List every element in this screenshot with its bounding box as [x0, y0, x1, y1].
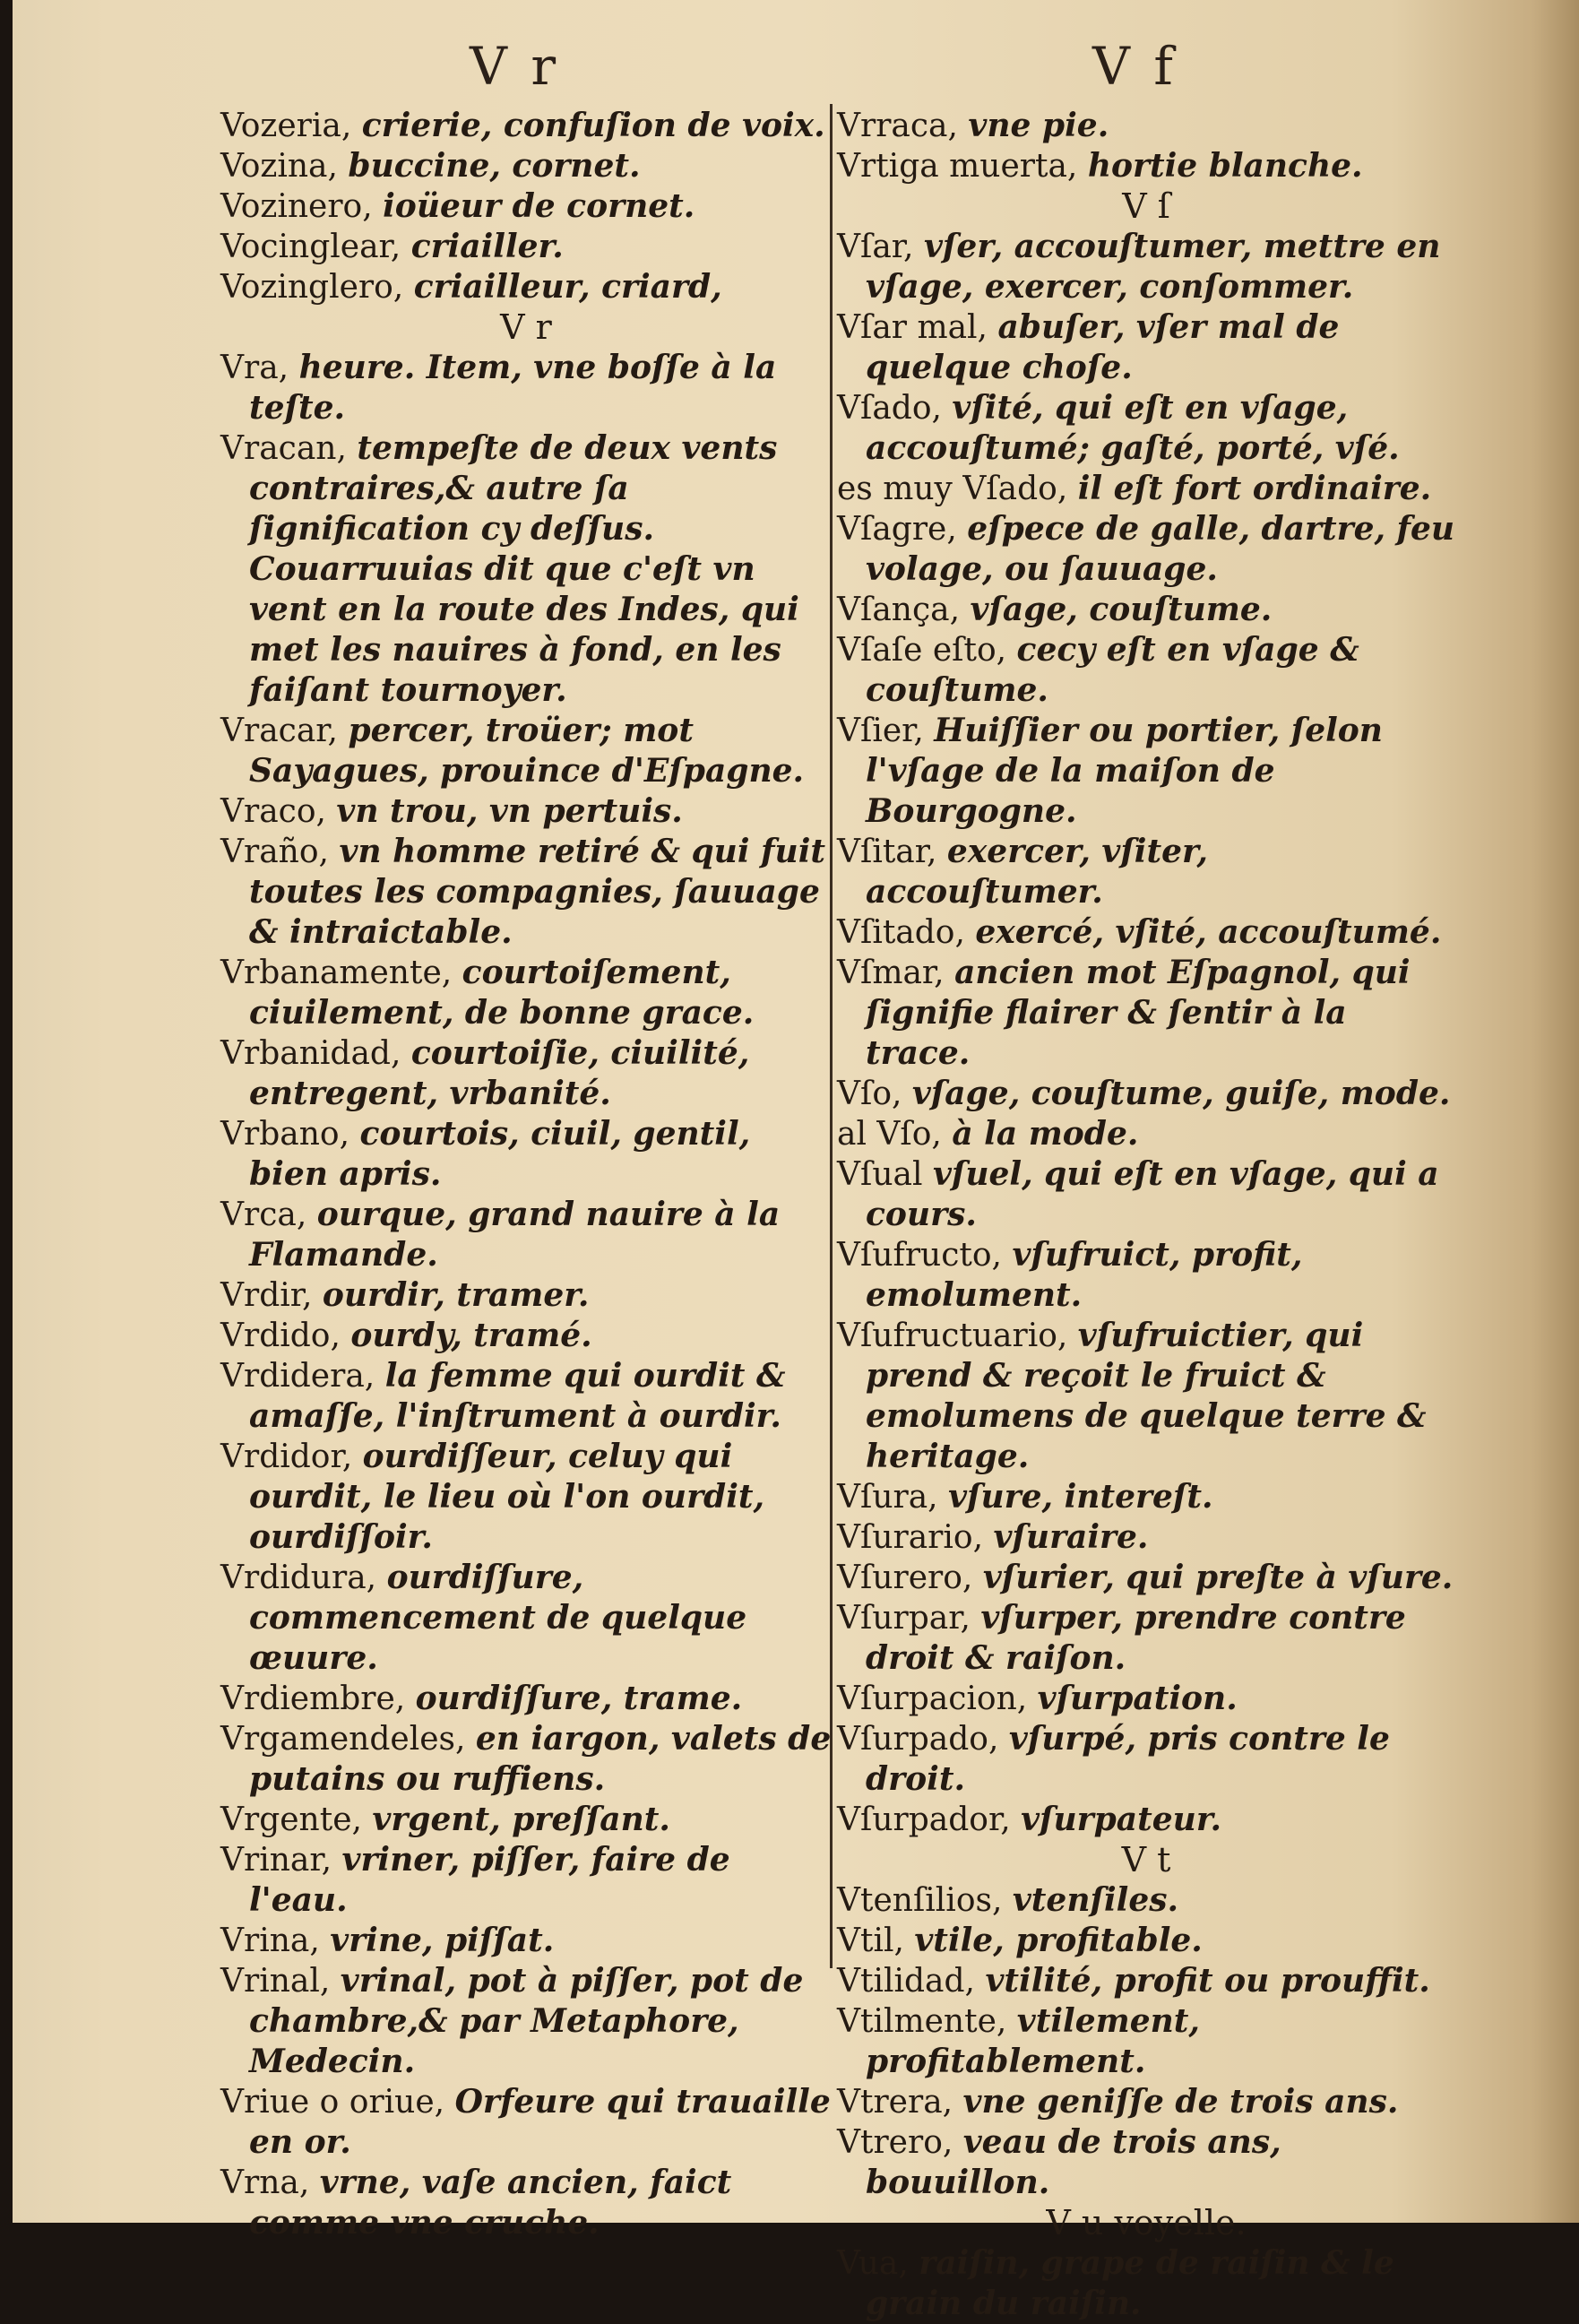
entry-definition: vſuel, qui eſt en vſage, qui a cours. [866, 1155, 1439, 1233]
entry-definition: vſer, accouſtumer, mettre en vſage, exercer, conſommer. [866, 228, 1441, 306]
entry-headword: Vocinglear, [220, 229, 401, 265]
entry-definition: ourdir, tramer. [322, 1276, 590, 1314]
entry-headword: Vſado, [837, 390, 942, 427]
entry-definition: il eſt fort ordinaire. [1077, 470, 1432, 507]
dictionary-entry [220, 1437, 832, 1558]
entry-definition: criailleur, criard, [413, 268, 722, 306]
dictionary-entry [837, 1154, 1455, 1235]
entry-headword: Vſo, [837, 1076, 902, 1112]
dictionary-entry [837, 711, 1455, 832]
entry-headword: Vrina, [220, 1922, 320, 1959]
dictionary-entry [220, 1114, 832, 1195]
entry-definition: ancien mot Eſpagnol, qui ſignifie flairer & ſentir à la trace. [866, 954, 1411, 1072]
dictionary-entry [837, 469, 1455, 509]
dictionary-entry [220, 1558, 832, 1679]
dictionary-entry [837, 106, 1455, 146]
entry-headword: al Vſo, [837, 1116, 942, 1153]
dictionary-entry [837, 953, 1455, 1074]
entry-definition: vrinal, pot à piſſer, pot de chambre,& par Metaphore, Medecin. [249, 1962, 804, 2080]
entry-definition: vriner, piſſer, faire de l'eau. [249, 1841, 730, 1919]
entry-headword: Vrdidura, [220, 1559, 377, 1596]
dictionary-entry [220, 428, 832, 711]
entry-definition: vſité, qui eſt en vſage, accouſtumé; gaſté, porté, vſé. [866, 389, 1400, 467]
entry-headword: Vſufructuario, [837, 1318, 1068, 1354]
entry-headword: Vſitar, [837, 834, 937, 870]
entry-definition: crierie, confuſion de voix. [361, 107, 825, 144]
dictionary-entry [837, 307, 1455, 388]
dictionary-entry [837, 2122, 1455, 2203]
entry-headword: Vozina, [220, 148, 338, 185]
entry-headword: Vrbanidad, [220, 1035, 401, 1072]
left-column [220, 106, 832, 2243]
dictionary-entry [837, 1719, 1455, 1800]
entry-definition: la femme qui ourdit & amaſſe, l'inſtrument à ourdir. [249, 1357, 786, 1435]
entry-headword: Vraño, [220, 834, 329, 870]
entry-headword: Vrinar, [220, 1842, 332, 1879]
dictionary-entry [220, 832, 832, 953]
running-head-left: V r [470, 36, 560, 97]
entry-definition: vſage, couſtume. [970, 591, 1273, 628]
entry-definition: vtilement, profitablement. [866, 2002, 1200, 2080]
dictionary-entry [837, 1800, 1455, 1840]
entry-headword: Vſurero, [837, 1559, 973, 1596]
dictionary-entry [837, 1477, 1455, 1517]
dictionary-entry [837, 590, 1455, 630]
entry-headword: es muy Vſado, [837, 471, 1068, 507]
entry-definition: cecy eſt en vſage & couſtume. [866, 631, 1359, 709]
entry-definition: vſurier, qui preſte à vſure. [982, 1559, 1454, 1596]
entry-definition: vne pie. [968, 107, 1109, 144]
entry-headword: Vtrero, [837, 2124, 953, 2161]
entry-definition: vſufruictier, qui prend & reçoit le fruict & emolumens de quelque terre & heritage. [866, 1317, 1427, 1475]
entry-headword: Vtenſilios, [837, 1882, 1003, 1919]
dictionary-entry [837, 388, 1455, 469]
dictionary-entry [837, 2243, 1455, 2324]
dictionary-entry [837, 2001, 1455, 2082]
entry-definition: vrne, vaſe ancien, faict comme vne cruche. [249, 2164, 732, 2242]
entry-headword: Vozinero, [220, 188, 373, 225]
entry-definition: Huiſſier ou portier, ſelon l'vſage de la maiſon de Bourgogne. [866, 712, 1383, 830]
dictionary-entry [837, 227, 1455, 307]
entry-definition: vſage, couſtume, guiſe, mode. [911, 1075, 1451, 1112]
entry-definition: ourdiſſeur, celuy qui ourdit, le lieu où l'on ourdit, ourdiſſoir. [249, 1438, 765, 1556]
right-column [837, 106, 1455, 2324]
dictionary-entry [220, 2163, 832, 2243]
entry-headword: Vraco, [220, 793, 326, 830]
entry-headword: Vſurpar, [837, 1600, 971, 1637]
entry-headword: Vſitado, [837, 914, 965, 951]
dictionary-entry [220, 791, 832, 832]
dictionary-entry [837, 630, 1455, 711]
entry-headword: Vſar mal, [837, 309, 988, 346]
entry-headword: Vſufructo, [837, 1237, 1002, 1274]
entry-headword: Vrna, [220, 2164, 310, 2201]
entry-definition: ourque, grand nauire à la Flamande. [249, 1196, 781, 1274]
running-head-right: V f [1092, 36, 1177, 97]
entry-definition: abuſer, vſer mal de quelque choſe. [866, 308, 1340, 386]
dictionary-entry [220, 348, 832, 428]
entry-headword: Vozeria, [220, 108, 352, 144]
entry-headword: Vſar, [837, 229, 914, 265]
entry-definition: exercer, vſiter, accouſtumer. [866, 833, 1208, 911]
entry-headword: Vſagre, [837, 511, 957, 548]
entry-definition: à la mode. [952, 1115, 1139, 1153]
entry-headword: Vrbanamente, [220, 955, 453, 991]
entry-headword: Vrdidor, [220, 1438, 353, 1475]
dictionary-entry [220, 1800, 832, 1840]
dictionary-entry [220, 953, 832, 1033]
entry-headword: Vſura, [837, 1479, 938, 1516]
entry-headword: Vrgamendeles, [220, 1721, 466, 1758]
entry-headword: Vſurpador, [837, 1801, 1011, 1838]
entry-definition: eſpece de galle, dartre, feu volage, ou ſauuage. [866, 510, 1455, 588]
entry-headword: Vſurpado, [837, 1721, 999, 1758]
entry-headword: Vrdiembre, [220, 1680, 406, 1717]
entry-definition: exercé, vſité, accouſtumé. [975, 913, 1442, 951]
entry-definition: ourdiſſure, commencement de quelque œuure. [249, 1559, 747, 1677]
entry-headword: Vra, [220, 350, 289, 386]
dictionary-entry [220, 1679, 832, 1719]
dictionary-entry [220, 1033, 832, 1114]
dictionary-entry [837, 146, 1455, 186]
entry-headword: Vrbano, [220, 1116, 350, 1153]
entry-definition: vne geniſſe de trois ans. [962, 2083, 1399, 2121]
entry-definition: hortie blanche. [1087, 147, 1363, 185]
entry-definition: Orfeure qui trauaille en or. [249, 2083, 831, 2161]
entry-headword: Vua, [837, 2245, 909, 2282]
dictionary-entry [220, 267, 832, 307]
dictionary-entry [837, 1517, 1455, 1558]
entry-headword: Vſaſe eſto, [837, 632, 1007, 669]
dictionary-entry [837, 1679, 1455, 1719]
entry-headword: Vrdidera, [220, 1358, 375, 1395]
entry-definition: ourdy, tramé. [350, 1317, 592, 1354]
dictionary-entry [837, 1961, 1455, 2001]
dictionary-entry [220, 711, 832, 791]
dictionary-entry [220, 106, 832, 146]
entry-headword: Vrdido, [220, 1318, 341, 1354]
dictionary-entry [837, 1114, 1455, 1154]
entry-headword: Vtilidad, [837, 1963, 976, 2000]
entry-headword: Vſurpacion, [837, 1680, 1028, 1717]
dictionary-entry [837, 1074, 1455, 1114]
dictionary-entry [220, 1275, 832, 1316]
entry-definition: vſufruict, profit, emolument. [866, 1236, 1303, 1314]
entry-definition: vſurper, prendre contre droit & raiſon. [866, 1599, 1406, 1677]
entry-headword: Vrtiga muerta, [837, 148, 1078, 185]
dictionary-entry [837, 1921, 1455, 1961]
entry-headword: Vſança, [837, 592, 961, 628]
dictionary-entry [837, 2082, 1455, 2122]
entry-definition: vſurpation. [1037, 1680, 1238, 1717]
entry-headword: Vſurario, [837, 1519, 984, 1556]
section-heading: V t [1121, 1840, 1171, 1879]
entry-headword: Vtil, [837, 1922, 904, 1959]
section-heading: V r [500, 307, 552, 347]
entry-headword: Vozinglero, [220, 269, 404, 306]
entry-definition: courtoiſie, ciuilité, entregent, vrbanité. [249, 1034, 750, 1112]
entry-definition: courtois, ciuil, gentil, bien apris. [249, 1115, 751, 1193]
dictionary-entry [220, 1316, 832, 1356]
dictionary-entry [220, 1719, 832, 1800]
entry-definition: vrgent, preſſant. [372, 1801, 670, 1838]
entry-definition: heure. Item, vne boſſe à la teſte. [249, 349, 777, 427]
dictionary-page [13, 0, 1579, 2322]
entry-definition: percer, troüer; mot Sayagues, prouince d'Eſpagne. [249, 712, 805, 790]
section-heading: V u voyelle. [1046, 2203, 1247, 2242]
dictionary-entry [837, 1316, 1455, 1477]
entry-headword: Vſier, [837, 713, 924, 749]
entry-definition: vtile, profitable. [914, 1922, 1203, 1959]
entry-headword: Vracan, [220, 430, 347, 467]
dictionary-entry [220, 2082, 832, 2163]
dictionary-entry [837, 912, 1455, 953]
dictionary-entry [220, 1356, 832, 1437]
dictionary-entry [220, 227, 832, 267]
dictionary-entry [837, 1880, 1455, 1921]
entry-definition: criailler. [410, 228, 564, 265]
dictionary-entry [220, 1195, 832, 1275]
entry-definition: vtenſiles. [1012, 1881, 1179, 1919]
entry-headword: Vrdir, [220, 1277, 313, 1314]
entry-definition: buccine, cornet. [348, 147, 641, 185]
entry-definition: vn trou, vn pertuis. [336, 792, 683, 830]
section-heading: V ſ [1122, 186, 1170, 226]
entry-definition: courtoiſement, ciuilement, de bonne grace. [249, 954, 755, 1032]
entry-headword: Vſual [837, 1156, 923, 1193]
entry-headword: Vrca, [220, 1197, 307, 1233]
dictionary-entry [220, 186, 832, 227]
entry-headword: Vracar, [220, 713, 338, 749]
entry-definition: raiſin, grape de raiſin & le grain du raiſin. [866, 2244, 1394, 2322]
entry-headword: Vtrera, [837, 2084, 953, 2121]
entry-headword: Vtilmente, [837, 2003, 1007, 2040]
entry-headword: Vrgente, [220, 1801, 362, 1838]
entry-definition: veau de trois ans, bouuillon. [866, 2123, 1281, 2201]
entry-definition: tempeſte de deux vents contraires,& autre ſa ſignification cy deſſus. Couarruuias dit que c'eſt vn vent en la route des Indes, qui met les nauires à fond, en les faiſant tournoyer. [249, 429, 799, 709]
entry-headword: Vſmar, [837, 955, 945, 991]
entry-definition: vſuraire. [993, 1518, 1149, 1556]
dictionary-entry [220, 1961, 832, 2082]
entry-definition: vſurpé, pris contre le droit. [866, 1720, 1390, 1798]
dictionary-entry [837, 1558, 1455, 1598]
entry-definition: ourdiſſure, trame. [415, 1680, 743, 1717]
entry-definition: ioüeur de cornet. [383, 187, 695, 225]
dictionary-entry [837, 1598, 1455, 1679]
dictionary-entry [220, 1921, 832, 1961]
entry-definition: vtilité, profit ou prouffit. [985, 1962, 1430, 2000]
dictionary-entry [837, 1235, 1455, 1316]
entry-headword: Vrraca, [837, 108, 958, 144]
entry-definition: en iargon, valets de putains ou ruffiens. [249, 1720, 832, 1798]
dictionary-entry [837, 832, 1455, 912]
entry-definition: vn homme retiré & qui fuit toutes les compagnies, ſauuage & intraictable. [249, 833, 826, 951]
entry-definition: vſurpateur. [1021, 1801, 1222, 1838]
dictionary-entry [220, 1840, 832, 1921]
entry-definition: vſure, intereſt. [948, 1478, 1213, 1516]
entry-headword: Vrinal, [220, 1963, 331, 2000]
dictionary-entry [837, 509, 1455, 590]
dictionary-entry [220, 146, 832, 186]
entry-definition: vrine, piſſat. [330, 1922, 555, 1959]
entry-headword: Vriue o oriue, [220, 2084, 445, 2121]
